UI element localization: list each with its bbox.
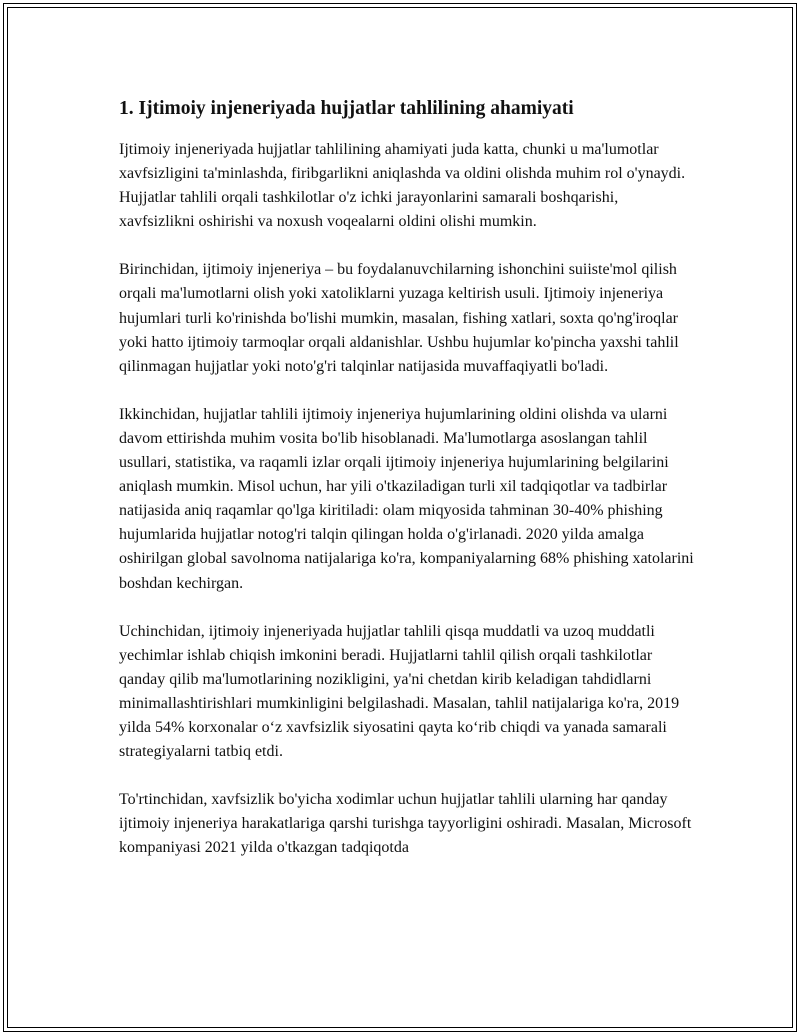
- paragraph-first: Birinchidan, ijtimoiy injeneriya – bu foydalanuvchilarning ishonchini suiiste'mol qilish orqali ma'lumotlarni olish yoki xatoliklarni yuzaga keltirish usuli. Ijtimoiy injeneriya hujumlari turli ko'rinishda bo'lishi mumkin, masalan, fishing xatlari, soxta qo'ng'iroqlar yoki hatto ijtimoiy tarmoqlar orqali aldanishlar. Ushbu hujumlar ko'pincha yaxshi tahlil qilinmagan hujjatlar yoki noto'g'ri talqinlar natijasida muvaffaqiyatli bo'ladi.: [119, 261, 679, 375]
- paragraph-intro: Ijtimoiy injeneriyada hujjatlar tahlilining ahamiyati juda katta, chunki u ma'lumotlar xavfsizligini ta'minlashda, firibgarlikni aniqlashda va oldini olishda muhim rol o'ynaydi. Hujjatlar tahlili orqali tashkilotlar o'z ichki jarayonlarini samarali boshqarishi, xavfsizlikni oshirishi va noxush voqealarni oldini olishi mumkin.: [119, 141, 686, 231]
- paragraph-second: Ikkinchidan, hujjatlar tahlili ijtimoiy injeneriya hujumlarining oldini olishda va ularni davom ettirishda muhim vosita bo'lib hisoblanadi. Ma'lumotlarga asoslangan tahlil usullari, statistika, va raqamli izlar orqali ijtimoiy injeneriya hujumlarining belgilarini aniqlash mumkin. Misol uchun, har yili o'tkaziladigan turli xil tadqiqotlar va tadbirlar natijasida aniq raqamlar qo'lga kiritiladi: olam miqyosida tahminan 30-40% phishing hujumlarida hujjatlar notog'ri talqin qilingan holda o'g'irlanadi. 2020 yilda amalga oshirilgan global savolnoma natijalariga ko'ra, kompaniyalarning 68% phishing xatolarini boshdan kechirgan.: [119, 405, 694, 592]
- document-body: [119, 96, 697, 884]
- section-heading: 1. Ijtimoiy injeneriyada hujjatlar tahlilining ahamiyati: [119, 98, 574, 119]
- page-border-outer: [3, 3, 797, 1032]
- page-border-inner: [7, 7, 793, 1028]
- paragraph-fourth: To'rtinchidan, xavfsizlik bo'yicha xodimlar uchun hujjatlar tahlili ularning har qanday ijtimoiy injeneriya harakatlariga qarshi turishga tayyorligini oshiradi. Masalan, Microsoft kompaniyasi 2021 yilda o'tkazgan tadqiqotda: [119, 791, 692, 857]
- paragraph-third: Uchinchidan, ijtimoiy injeneriyada hujjatlar tahlili qisqa muddatli va uzoq muddatli yechimlar ishlab chiqish imkonini beradi. Hujjatlarni tahlil qilish orqali tashkilotlar qanday qilib ma'lumotlarining nozikligini, ya'ni chetdan kirib keladigan tahdidlarni minimallashtirishlari mumkinligini belgilashadi. Masalan, tahlil natijalariga ko'ra, 2019 yilda 54% korxonalar o‘z xavfsizlik siyosatini qayta ko‘rib chiqdi va yanada samarali strategiyalarni tatbiq etdi.: [119, 622, 680, 761]
